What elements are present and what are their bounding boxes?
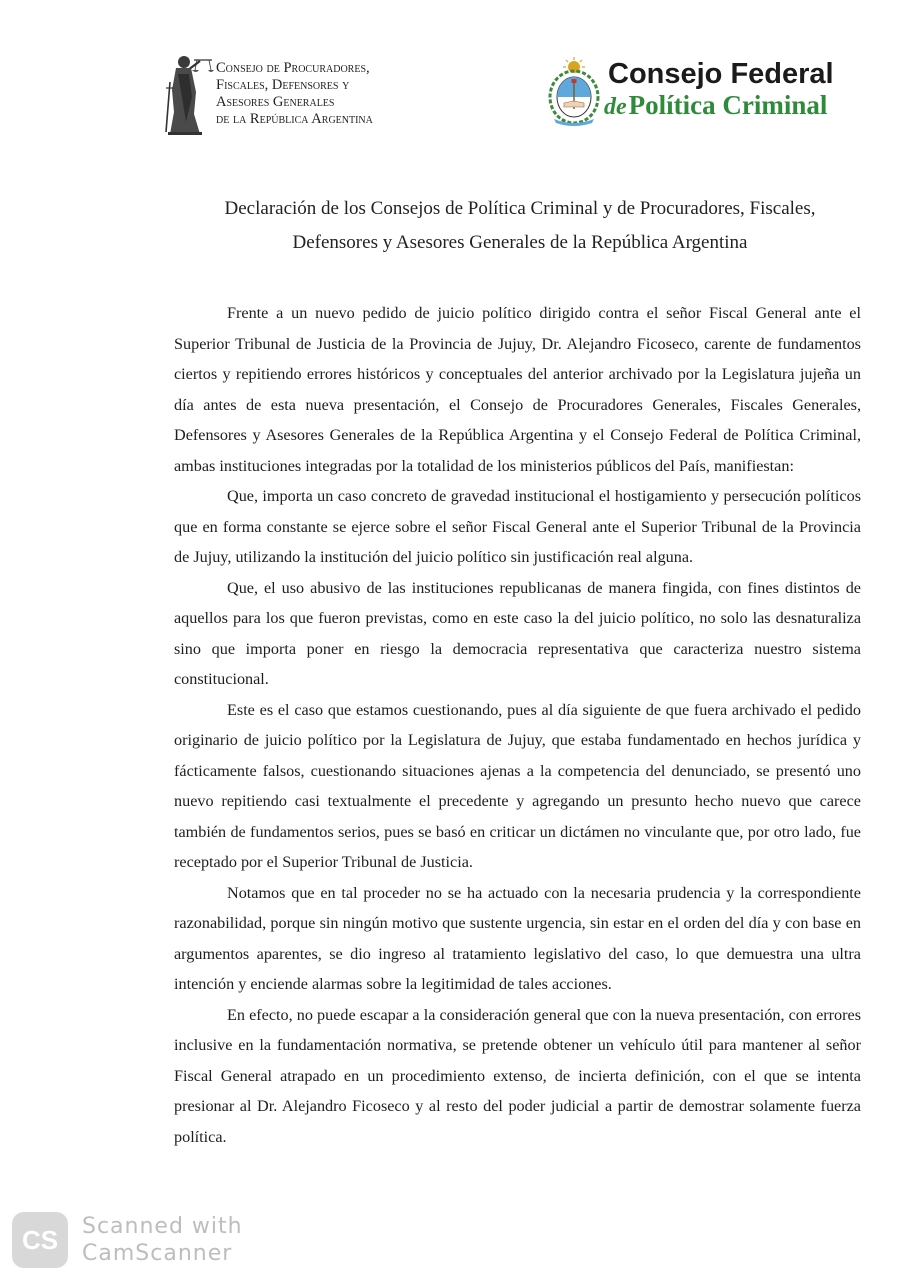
- body-paragraph: Que, el uso abusivo de las instituciones republicanas de manera fingida, con fines distintos de aquellos para los que fueron previstas, como en este caso la del juicio político, no solo las desnaturaliza sino que importa poner en riesgo la democracia representativa que caracteriza nuestro sistema constitucional.: [174, 578, 861, 688]
- declaration-body: [174, 298, 861, 1152]
- procuradores-council-name: [216, 60, 416, 128]
- declaration-title: [170, 192, 870, 260]
- camscanner-logo-icon: [12, 1212, 68, 1268]
- declaration-title-line-1: Declaración de los Consejos de Política Criminal y de Procuradores, Fiscales,: [224, 198, 816, 219]
- federal-council-subtitle-main: Política Criminal: [628, 90, 828, 120]
- body-paragraph: Que, importa un caso concreto de gravedad institucional el hostigamiento y persecución políticos que en forma constante se ejerce sobre el señor Fiscal General ante el Superior Tribunal de la Provincia de Jujuy, utilizando la institución del juicio político sin justificación real alguna.: [174, 487, 861, 566]
- camscanner-badge-text: CS: [21, 1225, 59, 1255]
- declaration-title-line-2: Defensores y Asesores Generales de la República Argentina: [292, 232, 748, 253]
- body-paragraph: En efecto, no puede escapar a la consideración general que con la nueva presentación, con errores inclusive en la fundamentación normativa, se pretende obtener un vehículo útil para mantener al señor Fiscal General atrapado en un procedimiento extenso, de incierta definición, con el que se intenta presionar al Dr. Alejandro Ficoseco y al resto del poder judicial a partir de demostrar solamente fuerza política.: [174, 1005, 861, 1146]
- left-org-line-3: Asesores Generales: [216, 94, 335, 110]
- watermark-line-2: CamScanner: [82, 1241, 233, 1266]
- watermark-line-1: Scanned with: [82, 1214, 243, 1239]
- argentine-coat-of-arms-icon: [548, 57, 600, 127]
- camscanner-watermark: [82, 1213, 243, 1267]
- body-paragraph: Notamos que en tal proceder no se ha actuado con la necesaria prudencia y la correspondiente razonabilidad, porque sin ningún motivo que sustente urgencia, sin estar en el orden del día y con base en argumentos aparentes, se dio ingreso al tratamiento legislativo del caso, lo que demuestra una ultra intención y enciende alarmas sobre la legitimidad de tales acciones.: [174, 883, 861, 993]
- federal-council-title: Consejo Federal: [608, 58, 834, 90]
- federal-council-subtitle: [604, 90, 827, 121]
- federal-council-subtitle-prefix: de: [604, 94, 627, 120]
- lady-justice-logo-icon: [164, 52, 214, 136]
- left-org-line-2: Fiscales, Defensores y: [216, 77, 350, 93]
- left-org-line-1: Consejo de Procuradores,: [216, 60, 370, 76]
- body-paragraph: Frente a un nuevo pedido de juicio político dirigido contra el señor Fiscal General ante el Superior Tribunal de Justicia de la Provincia de Jujuy, Dr. Alejandro Ficoseco, carente de fundamentos ciertos y repitiendo errores históricos y conceptuales del anterior archivado por la Legislatura jujeña un día antes de esta nueva presentación, el Consejo de Procuradores Generales, Fiscales Generales, Defensores y Asesores Generales de la República Argentina y el Consejo Federal de Política Criminal, ambas instituciones integradas por la totalidad de los ministerios públicos del País, manifiestan:: [174, 304, 861, 475]
- body-paragraph: Este es el caso que estamos cuestionando, pues al día siguiente de que fuera archivado el pedido originario de juicio político por la Legislatura de Jujuy, que estaba fundamentado en hechos jurídica y fácticamente falsos, cuestionando situaciones ajenas a la competencia del denunciado, se presentó uno nuevo repitiendo casi textualmente el precedente y agregando un presunto hecho nuevo que carece también de fundamentos serios, pues se basó en criticar un dictámen no vinculante que, por otro lado, fue receptado por el Superior Tribunal de Justicia.: [174, 700, 861, 871]
- left-org-line-4: de la República Argentina: [216, 111, 373, 127]
